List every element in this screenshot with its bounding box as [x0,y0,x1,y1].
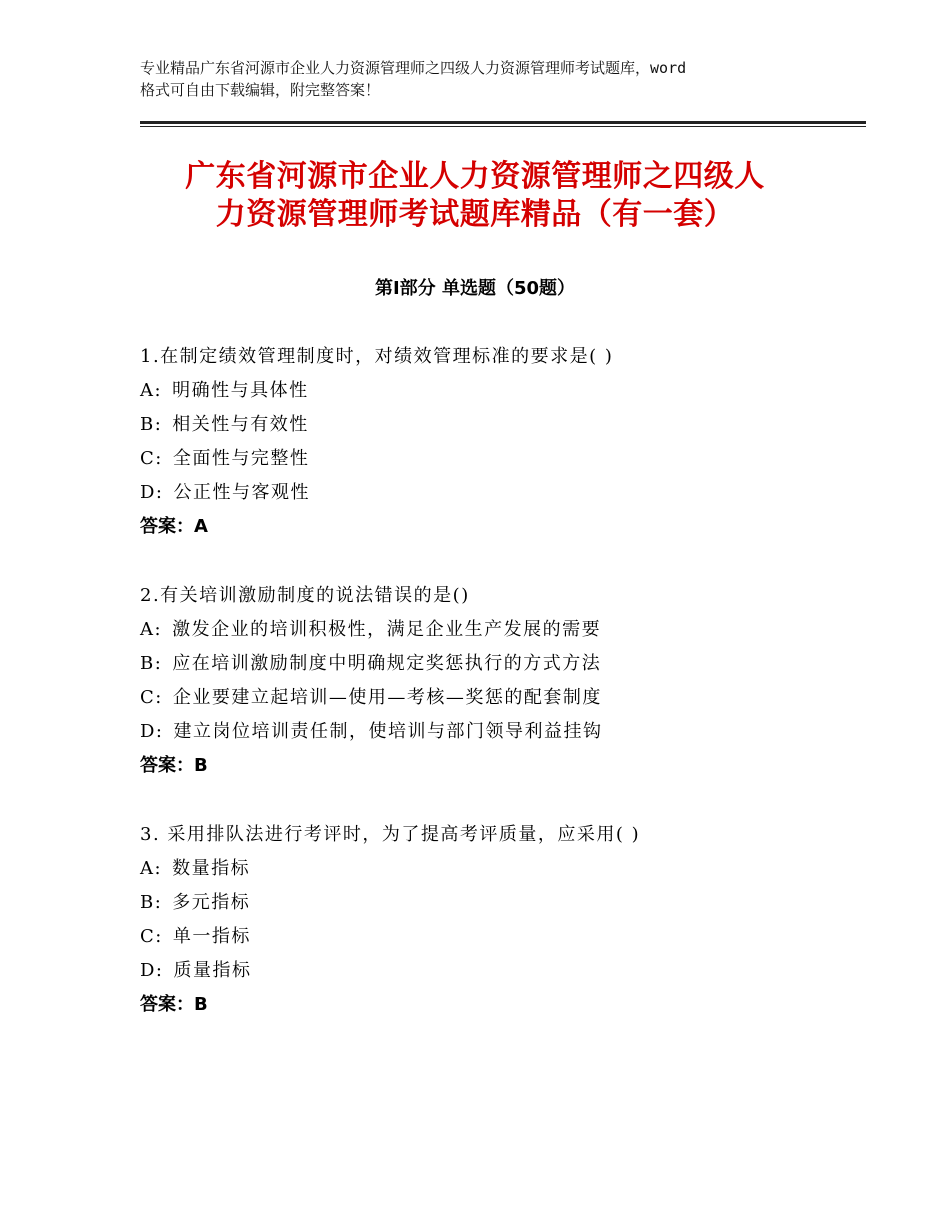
option-letter: D: [140,960,164,981]
question-stem: 2.有关培训激励制度的说法错误的是() [140,585,470,606]
option-d [140,476,860,510]
option-c [140,681,860,715]
option-a [140,852,860,886]
option-b [140,647,860,681]
option-letter: A: [140,858,163,879]
document-title [100,158,850,234]
option-c [140,442,860,476]
question-stem: 1.在制定绩效管理制度时，对绩效管理标准的要求是( ) [140,346,614,367]
option-text: 激发企业的培训积极性，满足企业生产发展的需要 [172,619,602,640]
option-text: 公正性与客观性 [173,482,310,503]
option-text: 建立岗位培训责任制，使培训与部门领导利益挂钩 [173,721,603,742]
option-b [140,886,860,920]
header-divider-thick [140,121,866,124]
answer-label: 答案：A [140,516,208,537]
option-letter: C: [140,687,163,708]
option-b [140,408,860,442]
option-text: 企业要建立起培训—使用—考核—奖惩的配套制度 [172,687,602,708]
option-letter: D: [140,482,164,503]
answer-label: 答案：B [140,755,208,776]
answer-label: 答案：B [140,994,208,1015]
question-1 [140,340,860,544]
option-letter: D: [140,721,164,742]
document-title-line-1: 广东省河源市企业人力资源管理师之四级人 [185,159,765,194]
option-letter: B: [140,414,163,435]
question-2 [140,579,860,783]
option-a [140,374,860,408]
option-text: 多元指标 [172,892,251,913]
question-stem: 3. 采用排队法进行考评时，为了提高考评质量，应采用( ) [140,824,641,845]
option-text: 明确性与具体性 [172,380,309,401]
option-text: 质量指标 [173,960,252,981]
option-text: 单一指标 [172,926,251,947]
header-note [140,57,840,101]
option-letter: C: [140,448,163,469]
option-d [140,954,860,988]
option-text: 应在培训激励制度中明确规定奖惩执行的方式方法 [172,653,602,674]
option-text: 数量指标 [172,858,251,879]
option-letter: B: [140,653,163,674]
header-note-line-2: 格式可自由下载编辑，附完整答案！ [140,81,381,99]
document-title-line-2: 力资源管理师考试题库精品（有一套） [215,197,735,232]
header-note-line-1: 专业精品广东省河源市企业人力资源管理师之四级人力资源管理师考试题库，word [140,59,687,77]
section-heading: 第Ⅰ部分 单选题（50题） [374,278,575,299]
header-divider-thin [140,126,866,127]
option-text: 相关性与有效性 [172,414,309,435]
option-letter: C: [140,926,163,947]
question-3 [140,818,860,1022]
option-a [140,613,860,647]
option-text: 全面性与完整性 [172,448,310,469]
option-d [140,715,860,749]
option-letter: B: [140,892,163,913]
option-c [140,920,860,954]
option-letter: A: [140,619,163,640]
option-letter: A: [140,380,163,401]
